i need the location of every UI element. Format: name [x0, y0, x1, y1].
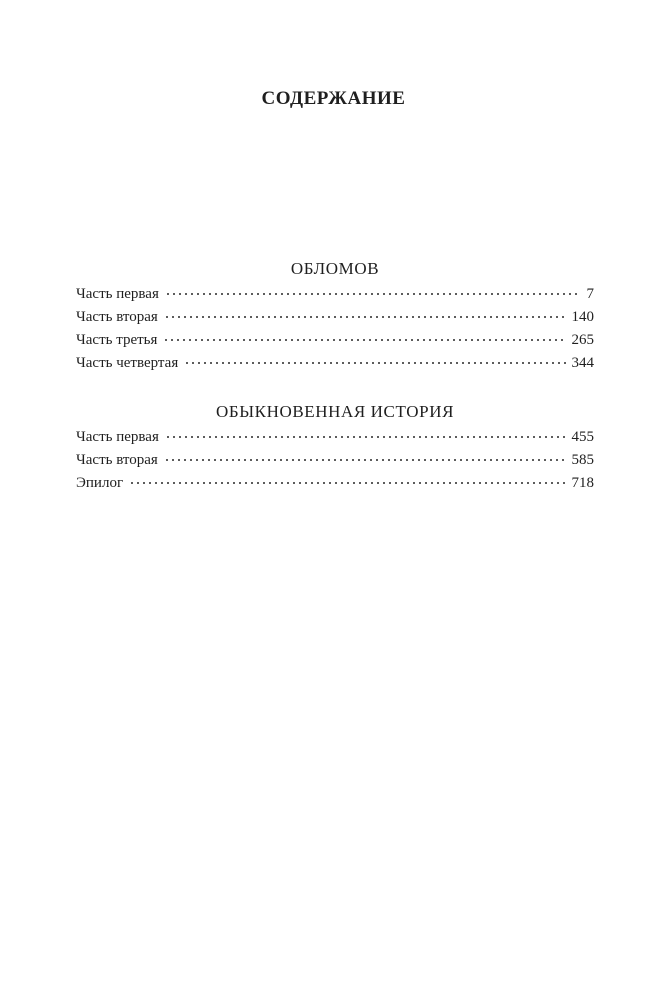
toc-entry-label: Часть первая: [76, 429, 159, 445]
dot-leader: [164, 316, 566, 318]
dot-leader: [164, 459, 566, 461]
toc-entry-label: Часть вторая: [76, 452, 158, 468]
toc-entry: [76, 426, 594, 449]
toc-entry-label: Часть четвертая: [76, 355, 179, 371]
toc-section-history: [76, 400, 594, 495]
toc-entry-label: Часть третья: [76, 332, 158, 348]
dot-leader: [163, 339, 565, 341]
section-title: ОБЛОМОВ: [290, 259, 380, 278]
toc-entry: [76, 306, 594, 329]
dot-leader: [129, 482, 565, 484]
toc-entry-page: 140: [571, 309, 594, 325]
toc-entry-label: Эпилог: [76, 475, 124, 491]
toc-section-oblomov: [76, 257, 594, 375]
toc-entry: [76, 472, 594, 495]
toc-entry-label: Часть вторая: [76, 309, 158, 325]
toc-entry: [76, 283, 594, 306]
toc-entry: [76, 449, 594, 472]
toc-entry-page: 455: [571, 429, 594, 445]
toc-entry-page: 7: [586, 286, 594, 302]
dot-leader: [184, 362, 565, 364]
dot-leader: [165, 436, 566, 438]
toc-entry-page: 344: [571, 355, 594, 371]
toc-entry-page: 585: [571, 452, 594, 468]
dot-leader: [165, 293, 581, 295]
toc-entry-page: 718: [571, 475, 594, 491]
toc-entry: [76, 352, 594, 375]
toc-entry: [76, 329, 594, 352]
toc-entry-label: Часть первая: [76, 286, 159, 302]
toc-entry-page: 265: [571, 332, 594, 348]
page-title: СОДЕРЖАНИЕ: [261, 88, 406, 109]
section-title: ОБЫКНОВЕННАЯ ИСТОРИЯ: [215, 402, 455, 421]
